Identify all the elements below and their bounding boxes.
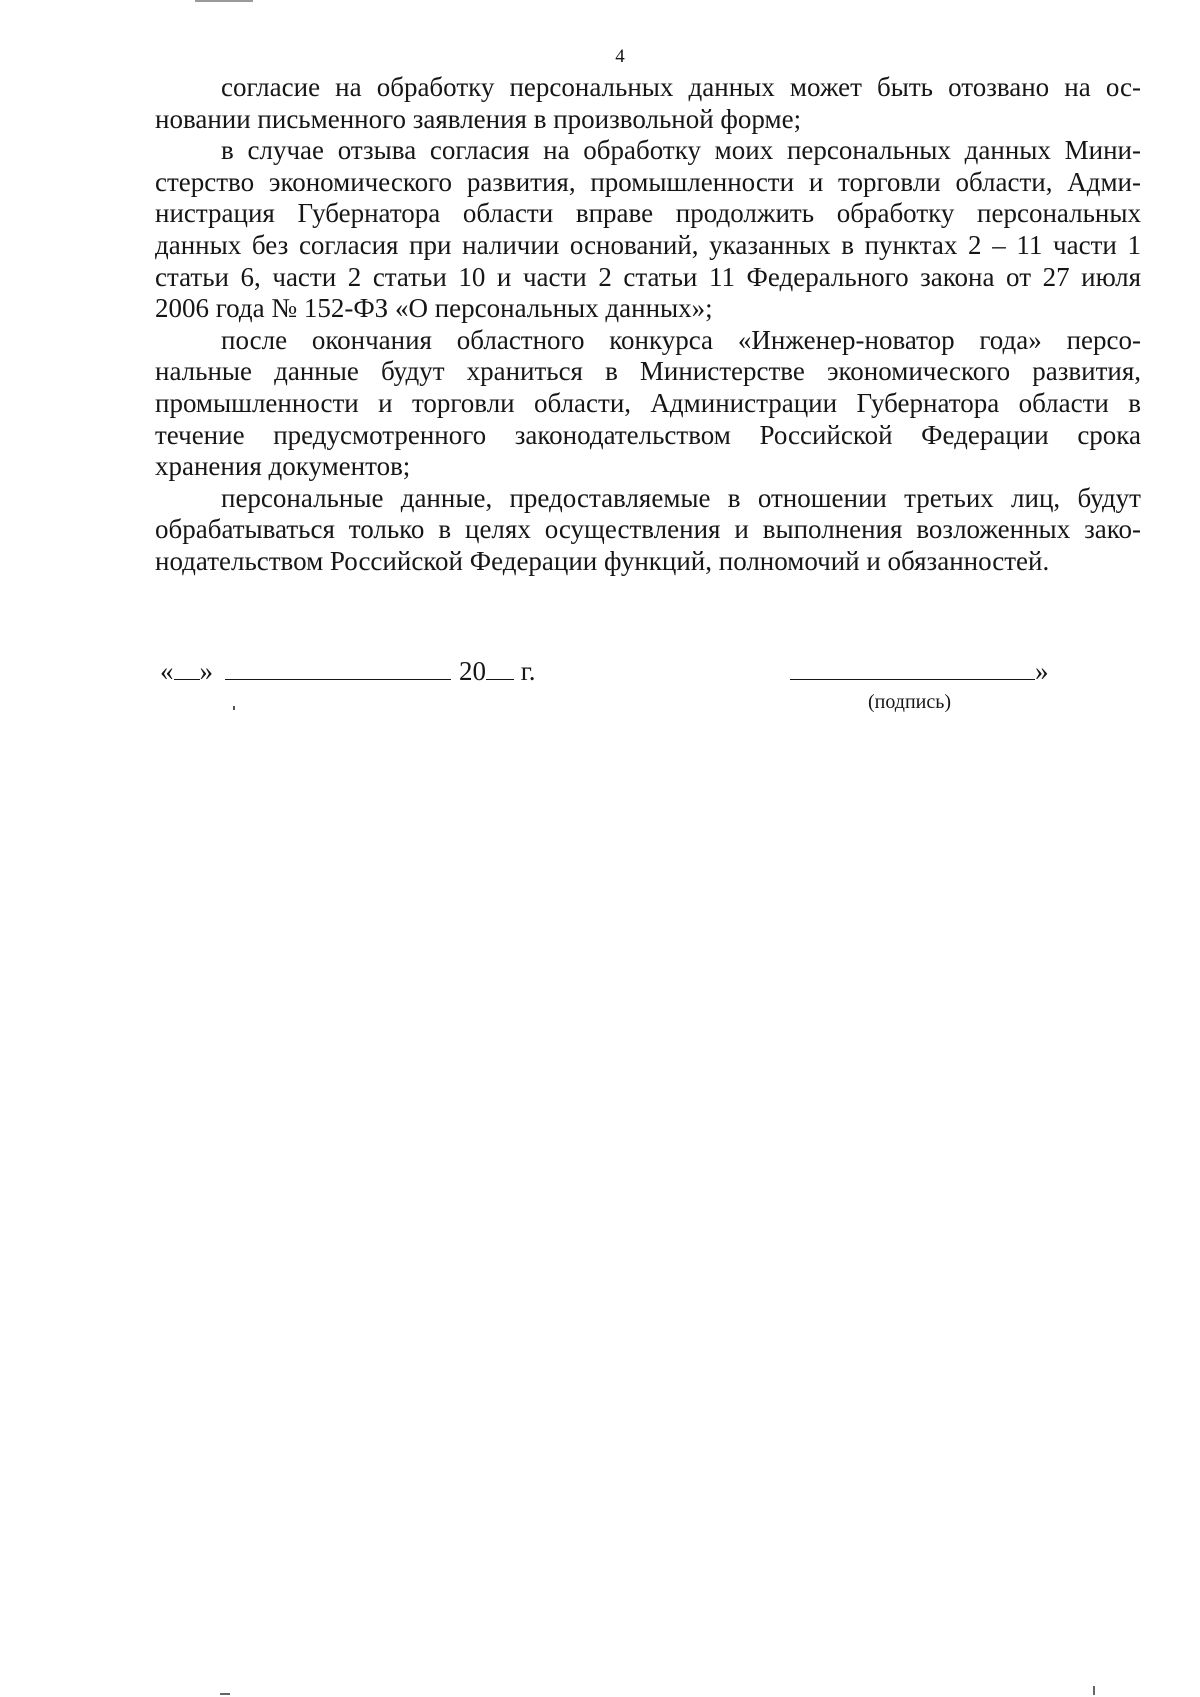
text-line: стерство экономического развития, промышленности и торговли области, Адми- (155, 166, 1141, 197)
scan-artifact-top (195, 0, 253, 2)
text-line: промышленности и торговли области, Администрации Губернатора области в (155, 387, 1141, 418)
text-line: хранения документов; (155, 451, 411, 482)
scan-artifact-bottom-left (220, 1693, 230, 1695)
text-line: нальные данные будут храниться в Министерстве экономического развития, (155, 356, 1141, 387)
text-line: после окончания областного конкурса «Инженер-новатор года» персо- (221, 324, 1141, 355)
signature-line (790, 655, 1049, 686)
scan-artifact-bottom-right (1093, 1686, 1095, 1695)
text-line: согласие на обработку персональных данных может быть отозвано на ос- (221, 72, 1141, 102)
date-line (160, 655, 536, 686)
text-line: персональные данные, предоставляемые в отношении третьих лиц, будут (221, 482, 1141, 513)
text-line: новании письменного заявления в произвольной форме; (155, 103, 802, 134)
day-blank (174, 655, 200, 680)
scan-artifact-dot (233, 706, 235, 710)
page-number: 4 (615, 46, 625, 67)
text-line: статьи 6, части 2 статьи 10 и части 2 статьи 11 Федерального закона от 27 июля (155, 261, 1141, 292)
month-blank (225, 655, 451, 680)
date-close-quote: » (199, 656, 213, 686)
text-line: обрабатываться только в целях осуществления и выполнения возложенных зако- (155, 514, 1141, 545)
date-open-quote: « (160, 656, 174, 686)
text-line: в случае отзыва согласия на обработку моих персональных данных Мини- (221, 135, 1141, 166)
signature-caption: (подпись) (868, 691, 952, 713)
document-body (155, 72, 1141, 578)
text-line: данных без согласия при наличии оснований, указанных в пунктах 2 – 11 части 1 (155, 229, 1141, 260)
text-line: 2006 года № 152-ФЗ «О персональных данных»; (155, 293, 713, 324)
signature-blank (790, 655, 1035, 680)
century-text: 20 (459, 656, 486, 686)
text-line: течение предусмотренного законодательством Российской Федерации срока (155, 419, 1141, 450)
year-suffix: г. (520, 656, 536, 686)
year-blank (486, 655, 514, 680)
signature-close-quote: » (1035, 656, 1049, 686)
text-line: нистрация Губернатора области вправе продолжить обработку персональных (155, 198, 1141, 229)
text-line: нодательством Российской Федерации функций, полномочий и обязанностей. (155, 545, 1050, 576)
